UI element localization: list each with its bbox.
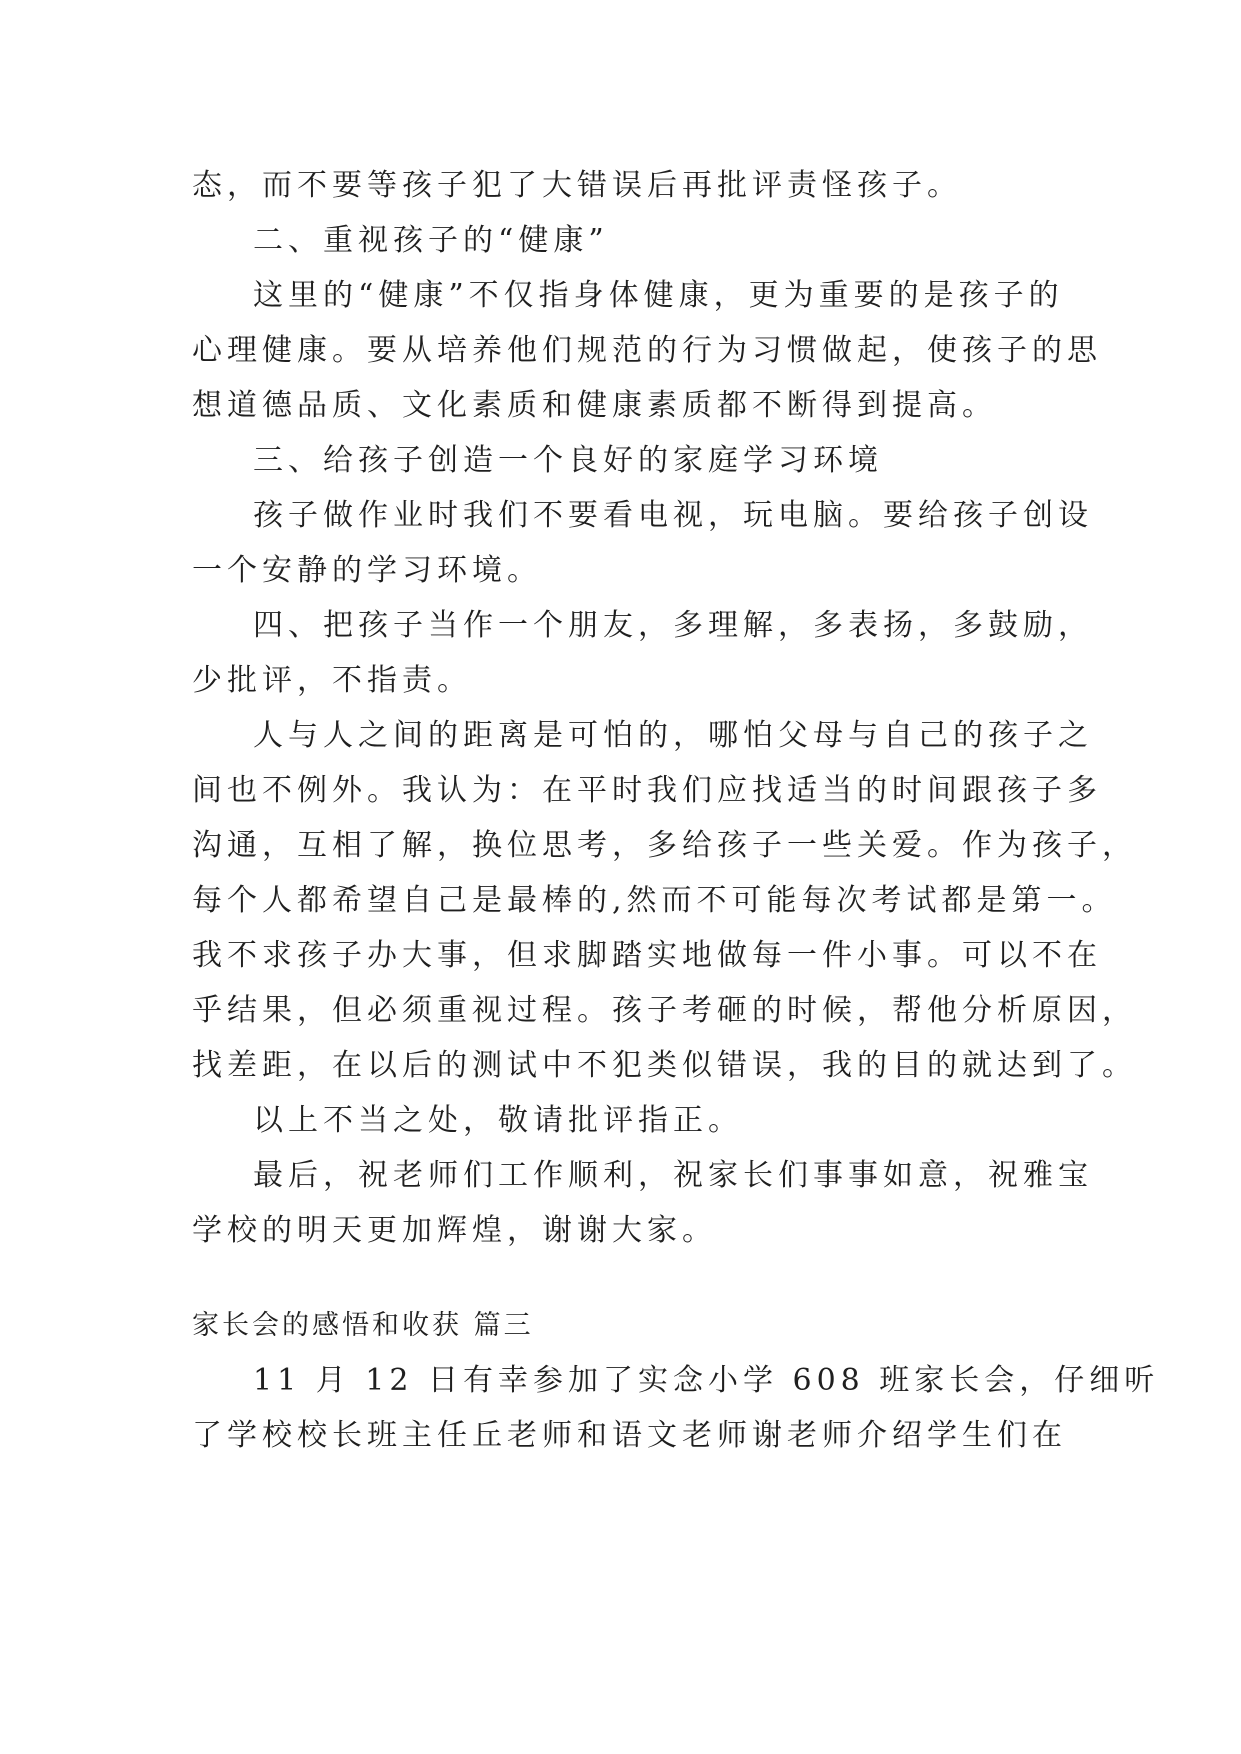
paragraph-line: 每个人都希望自己是最棒的,然而不可能每次考试都是第一。 xyxy=(192,883,1117,918)
paragraph-line: 人与人之间的距离是可怕的，哪怕父母与自己的孩子之 xyxy=(253,718,1093,753)
section-heading: 四、把孩子当作一个朋友，多理解，多表扬，多鼓励， xyxy=(253,608,1093,643)
article-heading: 家长会的感悟和收获 篇三 xyxy=(192,1310,534,1341)
paragraph-line: 这里的“健康”不仅指身体健康，更为重要的是孩子的 xyxy=(253,278,1064,313)
paragraph-line: 间也不例外。我认为：在平时我们应找适当的时间跟孩子多 xyxy=(192,773,1102,808)
paragraph-line: 找差距，在以后的测试中不犯类似错误，我的目的就达到了。 xyxy=(192,1048,1137,1083)
paragraph-line: 想道德品质、文化素质和健康素质都不断得到提高。 xyxy=(192,388,997,423)
paragraph-line: 了学校校长班主任丘老师和语文老师谢老师介绍学生们在 xyxy=(192,1418,1067,1453)
paragraph-line: 学校的明天更加辉煌，谢谢大家。 xyxy=(192,1213,717,1248)
paragraph-line: 乎结果，但必须重视过程。孩子考砸的时候，帮他分析原因， xyxy=(192,993,1137,1028)
paragraph-line: 以上不当之处，敬请批评指正。 xyxy=(253,1103,743,1138)
paragraph-line: 一个安静的学习环境。 xyxy=(192,553,542,588)
paragraph-line: 沟通，互相了解，换位思考，多给孩子一些关爱。作为孩子， xyxy=(192,828,1137,863)
paragraph-line: 11 月 12 日有幸参加了实念小学 608 班家长会，仔细听 xyxy=(253,1363,1160,1398)
paragraph-line: 最后，祝老师们工作顺利，祝家长们事事如意，祝雅宝 xyxy=(253,1158,1093,1193)
paragraph-line: 孩子做作业时我们不要看电视，玩电脑。要给孩子创设 xyxy=(253,498,1093,533)
section-heading: 二、重视孩子的“健康” xyxy=(253,223,609,258)
paragraph-line: 我不求孩子办大事，但求脚踏实地做每一件小事。可以不在 xyxy=(192,938,1102,973)
paragraph-line: 心理健康。要从培养他们规范的行为习惯做起，使孩子的思 xyxy=(192,333,1102,368)
paragraph-line: 少批评，不指责。 xyxy=(192,663,472,698)
section-heading: 三、给孩子创造一个良好的家庭学习环境 xyxy=(253,443,883,478)
paragraph-line: 态，而不要等孩子犯了大错误后再批评责怪孩子。 xyxy=(192,168,962,203)
